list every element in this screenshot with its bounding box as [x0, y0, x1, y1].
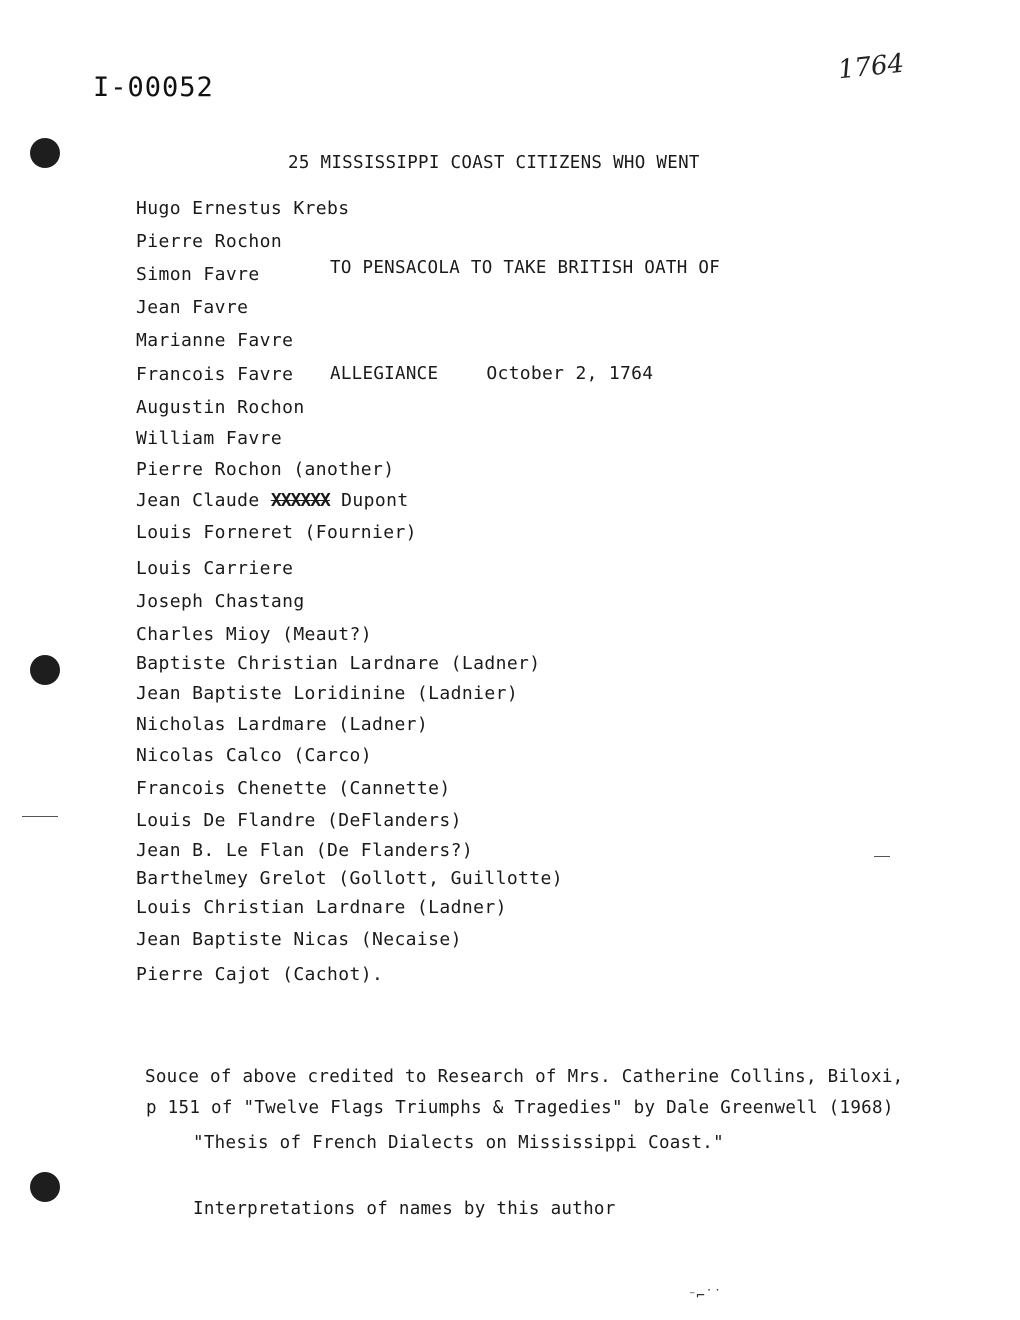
punch-hole-top — [30, 138, 60, 168]
title-line-1: 25 MISSISSIPPI COAST CITIZENS WHO WENT — [288, 153, 700, 173]
source-line-3: Interpretations of names by this author — [193, 1199, 616, 1219]
list-item: Jean Baptiste Nicas (Necaise) — [136, 929, 462, 950]
title-allegiance: ALLEGIANCE — [330, 364, 439, 384]
scribble-mark: ⁻⌐˙˙ — [688, 1288, 722, 1304]
list-item: Marianne Favre — [136, 330, 294, 351]
list-item: Louis Christian Lardnare (Ladner) — [136, 897, 507, 918]
list-item: Pierre Rochon — [136, 231, 283, 252]
document-id: I-00052 — [93, 72, 214, 103]
list-item: Francois Chenette (Cannette) — [136, 778, 451, 799]
list-item: Jean B. Le Flan (De Flanders?) — [136, 840, 474, 861]
punch-hole-bottom — [30, 1172, 60, 1202]
list-item: Hugo Ernestus Krebs — [136, 198, 350, 219]
source-note — [145, 1022, 904, 1264]
list-item: Nicholas Lardmare (Ladner) — [136, 714, 429, 735]
list-item: Jean Baptiste Loridinine (Ladnier) — [136, 683, 519, 704]
list-item: William Favre — [136, 428, 283, 449]
list-item: Joseph Chastang — [136, 591, 305, 612]
title-line-2: TO PENSACOLA TO TAKE BRITISH OATH OF — [330, 258, 721, 278]
list-item: Barthelmey Grelot (Gollott, Guillotte) — [136, 868, 564, 889]
source-line-2: "Thesis of French Dialects on Mississippi Coast." — [193, 1133, 724, 1153]
list-item: Pierre Cajot (Cachot). — [136, 964, 384, 985]
struck-name-last: Dupont — [341, 490, 409, 511]
struck-name-first: Jean Claude — [136, 490, 260, 511]
list-item: Louis De Flandre (DeFlanders) — [136, 810, 462, 831]
handwritten-year-note: 1764 — [836, 48, 906, 86]
list-item: Augustin Rochon — [136, 397, 305, 418]
struck-out-text: XXXXXX — [270, 490, 330, 511]
list-item: Louis Forneret (Fournier) — [136, 522, 417, 543]
list-item-struck — [136, 490, 409, 511]
margin-tick — [22, 816, 58, 817]
book-citation: p 151 of "Twelve Flags Triumphs & Tragedies" by Dale Greenwell (1968) — [146, 1098, 894, 1118]
list-item: Charles Mioy (Meaut?) — [136, 624, 372, 645]
title-date: October 2, 1764 — [486, 363, 654, 384]
list-item: Pierre Rochon (another) — [136, 459, 395, 480]
list-item: Baptiste Christian Lardnare (Ladner) — [136, 653, 541, 674]
source-line-1: Souce of above credited to Research of Mrs. Catherine Collins, Biloxi, — [145, 1067, 904, 1087]
list-item: Jean Favre — [136, 297, 249, 318]
document-title — [288, 76, 720, 462]
margin-tick — [874, 856, 890, 857]
list-item: Francois Favre — [136, 364, 294, 385]
list-item: Simon Favre — [136, 264, 260, 285]
title-line-3 — [288, 356, 720, 392]
list-item: Louis Carriere — [136, 558, 294, 579]
list-item: Nicolas Calco (Carco) — [136, 745, 372, 766]
punch-hole-middle — [30, 655, 60, 685]
